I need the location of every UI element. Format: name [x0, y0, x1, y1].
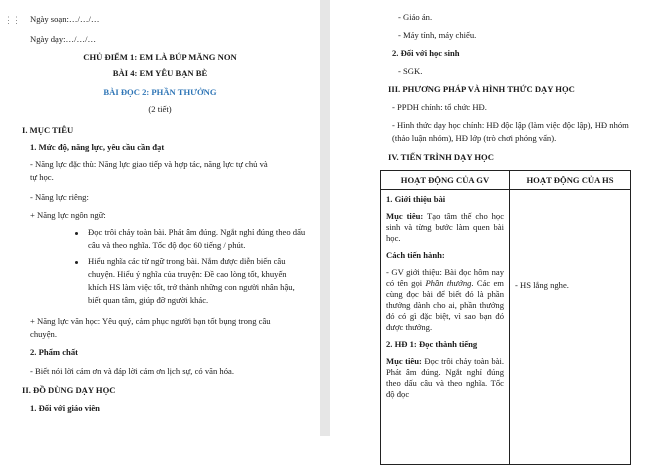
subsection-teacher: 1. Đối với giáo viên [30, 403, 100, 413]
table-cell-student [510, 190, 631, 465]
bullet-2-line-3: khích HS làm việc tốt, trở thành những con người nhân hậu, [88, 282, 295, 292]
periods: (2 tiết) [148, 104, 172, 114]
paragraph-literature: + Năng lực văn học: Yêu quý, cảm phục người bạn tốt bụng trong câu [30, 316, 271, 326]
subsection-level: 1. Mức độ, năng lực, yêu cầu cần đạt [30, 142, 165, 152]
paragraph-literature-cont: chuyện. [30, 329, 57, 339]
item-forms-cont: (thảo luận nhóm), HĐ lớp (trò chơi phỏng vấn). [392, 133, 557, 143]
section-methods: III. PHƯƠNG PHÁP VÀ HÌNH THỨC DẠY HỌC [388, 84, 575, 94]
drag-handle-icon[interactable]: ⋮⋮ [4, 15, 20, 25]
section-materials: II. ĐỒ DÙNG DẠY HỌC [22, 385, 116, 395]
paragraph-own-competence: - Năng lực riêng: [30, 192, 89, 202]
table-header-student: HOẠT ĐỘNG CỦA HS [510, 171, 631, 190]
reading-title: BÀI ĐỌC 2: PHẦN THƯỞNG [103, 87, 217, 97]
lesson-title: BÀI 4: EM YÊU BẠN BÈ [112, 68, 208, 78]
bullet-1-line-1: Đọc trôi chảy toàn bài. Phát âm đúng. Ngắt nghỉ đúng theo dấu [88, 227, 306, 237]
activity-table [380, 170, 631, 465]
theme-title: CHỦ ĐIỂM 1: EM LÀ BÚP MĂNG NON [83, 52, 237, 62]
bullet-icon [75, 232, 78, 235]
paragraph-competence: - Năng lực đặc thù: Năng lực giao tiếp và hợp tác, năng lực tự chủ và [30, 159, 268, 169]
bullet-1-line-2: câu và theo nghĩa. Tốc độ đọc 60 tiếng / phút. [88, 240, 246, 250]
activity-intro-goal: Mục tiêu: Tạo tâm thế cho học sinh và từng bước làm quen bài học. [386, 211, 505, 243]
paragraph-competence-cont: tự học. [30, 172, 54, 182]
bullet-icon [75, 261, 78, 264]
item-forms: - Hình thức dạy học chính: HĐ độc lập (làm việc độc lập), HĐ nhóm [392, 120, 629, 130]
page-gap [320, 0, 330, 436]
subsection-qualities: 2. Phẩm chất [30, 347, 78, 357]
date-prepared: Ngày soạn:…/…/… [30, 14, 100, 24]
paragraph-language: + Năng lực ngôn ngữ: [30, 210, 106, 220]
bullet-2-line-4: biết quan tâm, giúp đỡ người khác. [88, 295, 209, 305]
activity-intro-desc: - GV giới thiệu: Bài đọc hôm nay có tên gọi Phần thưởng. Các em cùng đọc bài để biết đó là phần thưởng dành cho ai, phần thưởng đó có gì đặc biệt, vì sao bạn đó được thưởng. [386, 267, 504, 332]
section-objectives: I. MỤC TIÊU [22, 125, 74, 135]
section-procedure: IV. TIẾN TRÌNH DẠY HỌC [388, 152, 494, 162]
paragraph-qualities: - Biết nói lời cảm ơn và đáp lời cảm ơn lịch sự, có văn hóa. [30, 366, 234, 376]
activity-intro-method: Cách tiến hành: [386, 250, 445, 260]
document-page-left [0, 0, 320, 436]
subsection-students: 2. Đối với học sinh [392, 48, 460, 58]
item-lesson-plan: - Giáo án. [398, 12, 433, 22]
bullet-2-line-1: Hiểu nghĩa các từ ngữ trong bài. Nắm được diễn biến câu [88, 256, 286, 266]
activity-reading-goal: Mục tiêu: Đọc trôi chảy toàn bài. Phát âm đúng. Ngắt nghỉ đúng theo dấu câu và theo nghĩa. Tốc độ đọc [386, 356, 504, 399]
item-textbook: - SGK. [398, 66, 423, 76]
activity-intro-title: 1. Giới thiệu bài [386, 194, 446, 204]
table-cell-teacher [381, 190, 510, 465]
date-taught: Ngày dạy:…/…/… [30, 34, 97, 44]
item-method-main: - PPDH chính: tổ chức HĐ. [392, 102, 487, 112]
item-computer: - Máy tính, máy chiếu. [398, 30, 477, 40]
activity-reading-title: 2. HĐ 1: Đọc thành tiếng [386, 339, 478, 349]
student-response: - HS lắng nghe. [515, 280, 569, 290]
table-header-teacher: HOẠT ĐỘNG CỦA GV [381, 171, 510, 190]
bullet-2-line-2: chuyện. Hiểu ý nghĩa của truyện: Đề cao lòng tốt, khuyến [88, 269, 287, 279]
